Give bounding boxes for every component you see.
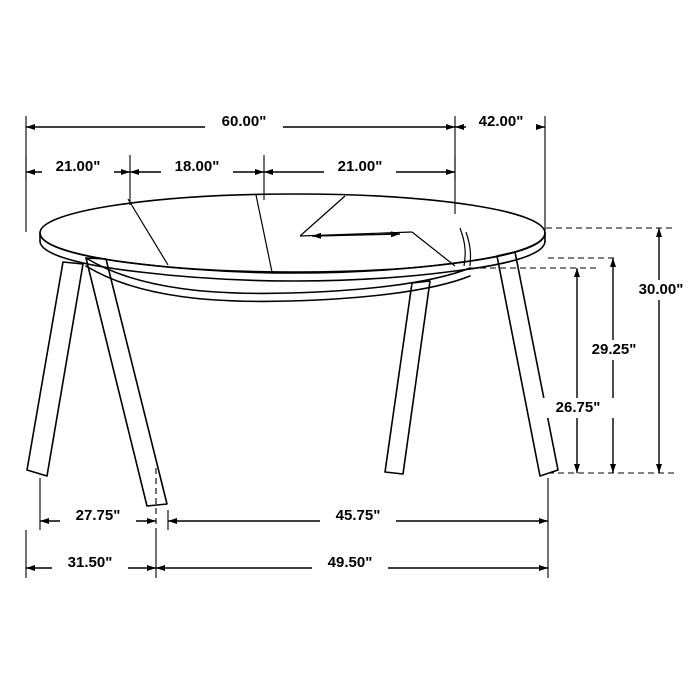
dimension-label-29-25: 29.25"	[591, 340, 637, 358]
dimension-label-45-75: 45.75"	[335, 506, 381, 524]
table-leg-rear-left	[86, 258, 167, 506]
table-leg-front-left	[27, 262, 83, 476]
dimension-label-49-50: 49.50"	[327, 553, 373, 571]
dimension-label-21-left: 21.00"	[55, 157, 101, 175]
table-leg-front-right	[497, 252, 558, 476]
table-leg-rear-right	[385, 281, 430, 474]
dimension-label-26-75: 26.75"	[555, 398, 601, 416]
table-illustration	[27, 194, 558, 506]
dimension-label-42: 42.00"	[478, 112, 524, 130]
dimension-label-30: 30.00"	[638, 280, 684, 298]
dimension-label-21-right: 21.00"	[337, 157, 383, 175]
dimension-row-bottom-lower	[26, 530, 548, 578]
dimension-label-60: 60.00"	[221, 112, 267, 130]
dimension-label-27-75: 27.75"	[75, 506, 121, 524]
dimension-label-18: 18.00"	[174, 157, 220, 175]
dimension-row-bottom-upper	[40, 468, 548, 530]
dimension-column-heights	[470, 228, 698, 473]
dimension-label-31-50: 31.50"	[67, 553, 113, 571]
